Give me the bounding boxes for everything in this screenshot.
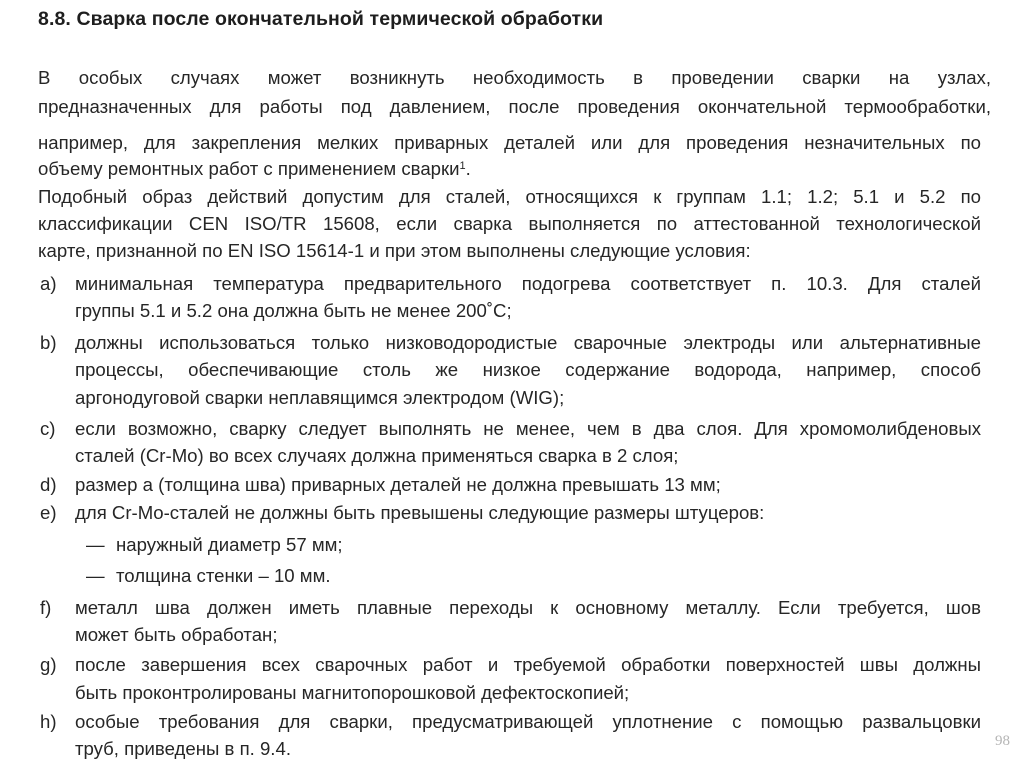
list-item-line: после завершения всех сварочных работ и требуемой обработки поверхностей швы должны (75, 654, 981, 675)
list-item-line: труб, приведены в п. 9.4. (75, 738, 291, 759)
footnote-mark: 1 (459, 160, 466, 172)
list-item-line: металл шва должен иметь плавные переходы к основному металлу. Если требуется, шов (75, 597, 981, 618)
list-item-line: если возможно, сварку следует выполнять не менее, чем в два слоя. Для хромомолибденовых (75, 418, 981, 439)
list-item-line: минимальная температура предварительного подогрева соответствует п. 10.3. Для сталей (75, 273, 981, 294)
list-item-label: b) (40, 332, 57, 353)
paragraph-line: В особых случаях может возникнуть необходимость в проведении сварки на узлах, (38, 67, 991, 88)
list-item-label: f) (40, 597, 52, 618)
list-item-line: группы 5.1 и 5.2 она должна быть не менее 200˚С; (75, 300, 512, 321)
list-item-label: h) (40, 711, 57, 732)
list-item-line: для Cr-Mo-сталей не должны быть превышены следующие размеры штуцеров: (75, 502, 765, 523)
list-item-line: особые требования для сварки, предусматривающей уплотнение с помощью развальцовки (75, 711, 981, 732)
list-item-line: размер a (толщина шва) приварных деталей не должна превышать 13 мм; (75, 474, 721, 495)
list-item-label: c) (40, 418, 56, 439)
list-item-label: g) (40, 654, 57, 675)
list-item-line: процессы, обеспечивающие столь же низкое содержание водорода, например, способ (75, 359, 981, 380)
paragraph-line: карте, признанной по EN ISO 15614-1 и при этом выполнены следующие условия: (38, 240, 751, 261)
paragraph-line-with-footnote (38, 157, 471, 181)
list-item-label: e) (40, 502, 57, 523)
page-number: 98 (995, 733, 1010, 749)
paragraph-line: Подобный образ действий допустим для сталей, относящихся к группам 1.1; 1.2; 5.1 и 5.2 по (38, 186, 981, 207)
list-item-line: сталей (Cr-Mo) во всех случаях должна применяться сварка в 2 слоя; (75, 445, 679, 466)
paragraph-line: классификации CEN ISO/TR 15608, если сварка выполняется по аттестованной технологической (38, 213, 981, 234)
list-item-line: быть проконтролированы магнитопорошковой дефектоскопией; (75, 682, 630, 703)
list-item-line: должны использоваться только низководородистые сварочные электроды или альтернативные (75, 332, 981, 353)
sub-list-item: наружный диаметр 57 мм; (116, 534, 343, 555)
dash-bullet: — (86, 534, 105, 555)
sub-list-item: толщина стенки – 10 мм. (116, 565, 331, 586)
list-item-line: аргонодуговой сварки неплавящимся электродом (WIG); (75, 387, 565, 408)
paragraph-line: предназначенных для работы под давлением, после проведения окончательной термообработки, (38, 96, 991, 117)
paragraph-end: . (465, 158, 471, 179)
paragraph-text: объему ремонтных работ с применением сварки (38, 158, 460, 179)
list-item-label: a) (40, 273, 57, 294)
list-item-line: может быть обработан; (75, 624, 278, 645)
list-item-label: d) (40, 474, 57, 495)
paragraph-line: например, для закрепления мелких приварных деталей или для проведения незначительных по (38, 132, 981, 153)
dash-bullet: — (86, 565, 105, 586)
section-heading: 8.8. Сварка после окончательной термической обработки (38, 8, 604, 30)
